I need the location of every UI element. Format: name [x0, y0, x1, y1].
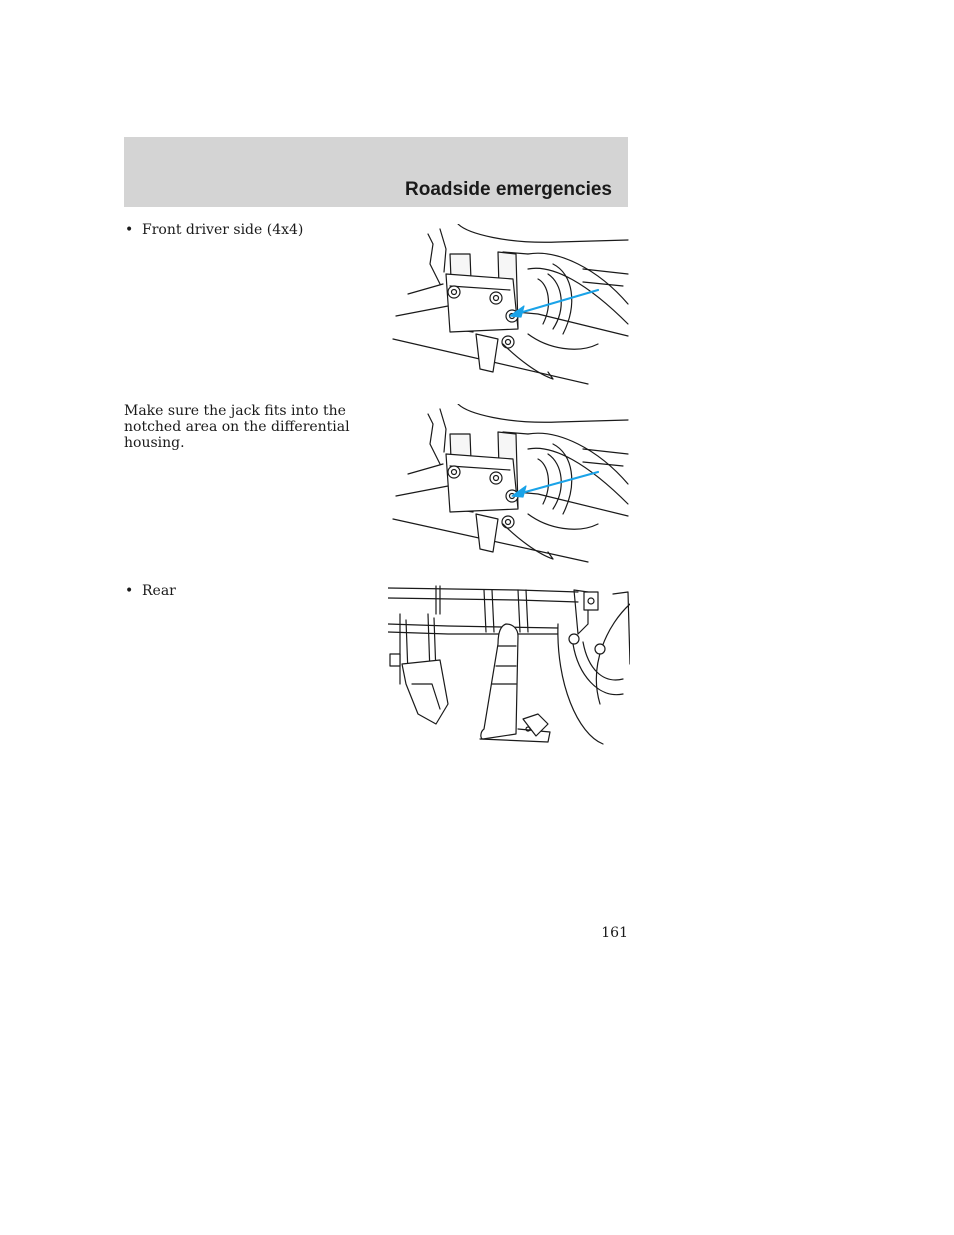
- jack-fit-instruction: Make sure the jack fits into the notched area on the differential housing.: [124, 403, 350, 451]
- section-title: Roadside emergencies: [405, 179, 612, 200]
- section-header-band: [124, 137, 628, 207]
- bullet-front-driver-side: • Front driver side (4x4): [124, 222, 364, 238]
- rear-axle-jack-illustration-icon: [388, 584, 630, 752]
- front-axle-jack-point-illustration-icon: [388, 224, 630, 386]
- page-number: 161: [601, 925, 628, 941]
- bullet-rear: • Rear: [124, 583, 364, 599]
- notched-differential-housing-illustration-icon: [388, 404, 630, 564]
